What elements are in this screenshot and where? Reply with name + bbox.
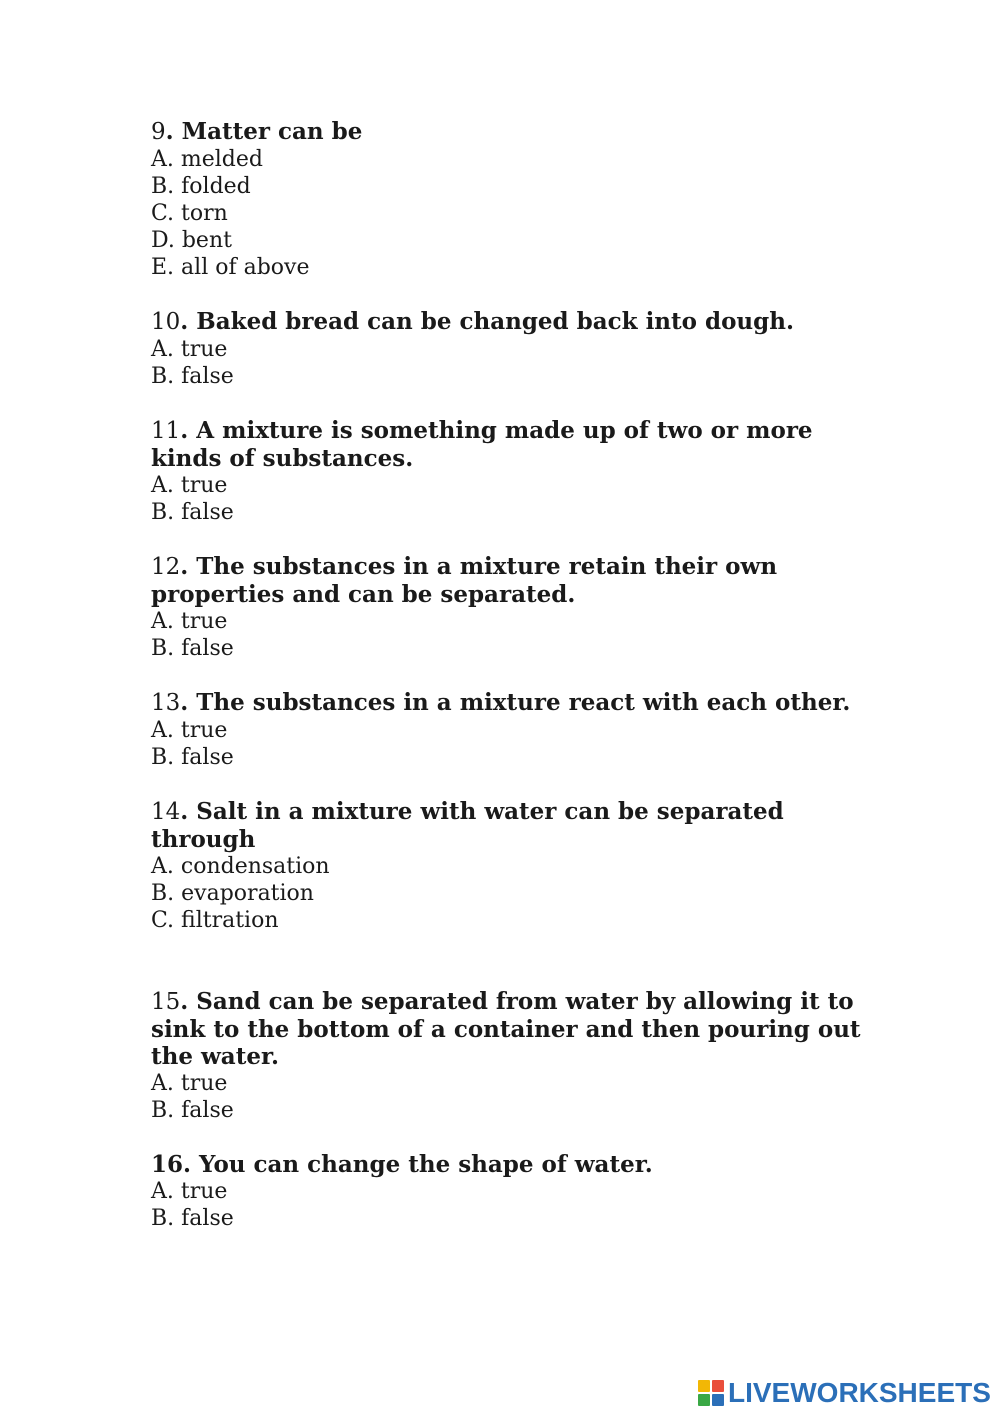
question-number: 9 xyxy=(151,119,166,145)
option-a[interactable]: A. condensation xyxy=(151,854,330,879)
option-b[interactable]: B. folded xyxy=(151,174,251,199)
question-stem: . Baked bread can be changed back into dough. xyxy=(180,308,794,335)
question-stem: . Salt in a mixture with water can be separated through xyxy=(151,798,784,853)
question-10 xyxy=(151,308,871,390)
question-stem: . A mixture is something made up of two or more kinds of substances. xyxy=(151,417,813,472)
liveworksheets-logo[interactable] xyxy=(698,1378,991,1408)
question-15 xyxy=(151,988,871,1124)
option-a[interactable]: A. true xyxy=(151,1179,228,1204)
option-a[interactable]: A. true xyxy=(151,718,228,743)
worksheet xyxy=(151,118,871,1259)
logo-text: LIVEWORKSHEETS xyxy=(728,1377,991,1408)
question-stem: . You can change the shape of water. xyxy=(183,1151,653,1178)
logo-square-yellow xyxy=(698,1380,710,1392)
option-b[interactable]: B. false xyxy=(151,1098,234,1123)
question-text xyxy=(151,308,871,336)
question-text xyxy=(151,798,871,853)
question-text xyxy=(151,988,871,1070)
question-number: 10 xyxy=(151,309,181,335)
question-13 xyxy=(151,689,871,771)
logo-square-red xyxy=(712,1380,724,1392)
question-text xyxy=(151,118,871,146)
question-number: 12 xyxy=(151,554,181,580)
question-number: 13 xyxy=(151,690,181,716)
question-12 xyxy=(151,553,871,662)
question-number: 15 xyxy=(151,989,181,1015)
question-9 xyxy=(151,118,871,281)
question-stem: . The substances in a mixture retain their own properties and can be separated. xyxy=(151,553,778,608)
logo-square-blue xyxy=(712,1394,724,1406)
option-e[interactable]: E. all of above xyxy=(151,255,310,280)
option-a[interactable]: A. melded xyxy=(151,147,263,172)
option-b[interactable]: B. false xyxy=(151,636,234,661)
question-stem: . Matter can be xyxy=(165,118,363,145)
option-a[interactable]: A. true xyxy=(151,1071,228,1096)
option-b[interactable]: B. evaporation xyxy=(151,881,314,906)
question-text xyxy=(151,417,871,472)
option-a[interactable]: A. true xyxy=(151,609,228,634)
logo-mark-icon xyxy=(698,1380,724,1406)
question-stem: . The substances in a mixture react with each other. xyxy=(180,689,851,716)
question-14 xyxy=(151,798,871,934)
option-b[interactable]: B. false xyxy=(151,745,234,770)
option-a[interactable]: A. true xyxy=(151,473,228,498)
option-d[interactable]: D. bent xyxy=(151,228,232,253)
option-c[interactable]: C. filtration xyxy=(151,908,279,933)
option-c[interactable]: C. torn xyxy=(151,201,228,226)
option-b[interactable]: B. false xyxy=(151,500,234,525)
question-stem: . Sand can be separated from water by allowing it to sink to the bottom of a container and then pouring out the water. xyxy=(151,988,861,1070)
question-number: 11 xyxy=(151,418,181,444)
question-text xyxy=(151,689,871,717)
question-text xyxy=(151,553,871,608)
question-16 xyxy=(151,1151,871,1232)
option-b[interactable]: B. false xyxy=(151,1206,234,1231)
option-a[interactable]: A. true xyxy=(151,337,228,362)
logo-square-green xyxy=(698,1394,710,1406)
question-text xyxy=(151,1151,871,1178)
question-number: 16 xyxy=(151,1151,184,1178)
question-number: 14 xyxy=(151,799,181,825)
question-11 xyxy=(151,417,871,526)
option-b[interactable]: B. false xyxy=(151,364,234,389)
